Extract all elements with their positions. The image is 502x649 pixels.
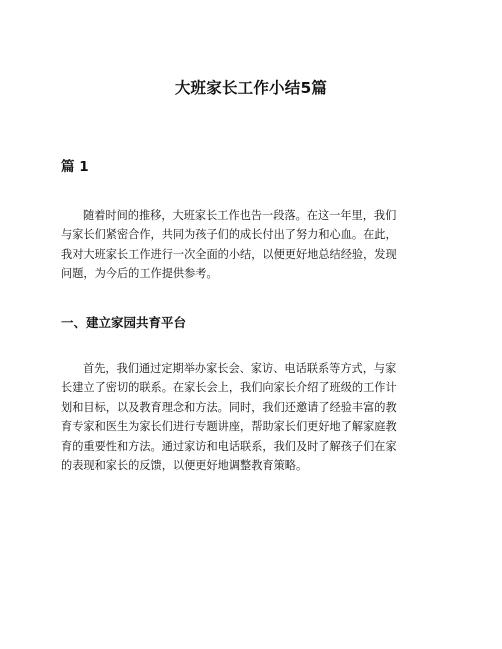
paragraph-platform — [61, 359, 444, 475]
paragraph-line: 首先，我们通过定期举办家长会、家访、电话联系等方式，与家 — [83, 362, 397, 375]
paragraph-line: 我对大班家长工作进行一次全面的小结，以便更好地总结经验，发现 — [61, 247, 397, 261]
paragraph-line: 长建立了密切的联系。在家长会上，我们向家长介绍了班级的工作计 — [61, 381, 397, 395]
section-heading: 篇 1 — [61, 159, 89, 175]
paragraph-line: 育专家和医生为家长们进行专题讲座，帮助家长们更好地了解家庭教 — [61, 420, 397, 434]
paragraph-intro — [61, 206, 444, 284]
paragraph-line: 划和目标，以及教育理念和方法。同时，我们还邀请了经验丰富的教 — [61, 400, 397, 414]
document-title: 大班家长工作小结5篇 — [174, 79, 328, 97]
subheading-platform: 一、建立家园共育平台 — [61, 315, 187, 330]
paragraph-line: 随着时间的推移，大班家长工作也告一段落。在这一年里，我们 — [83, 209, 397, 222]
paragraph-line: 的表现和家长的反馈，以便更好地调整教育策略。 — [61, 459, 308, 473]
paragraph-line: 问题，为今后的工作提供参考。 — [61, 267, 218, 281]
paragraph-line: 与家长们紧密合作，共同为孩子们的成长付出了努力和心血。在此， — [61, 228, 397, 242]
paragraph-line: 育的重要性和方法。通过家访和电话联系，我们及时了解孩子们在家 — [61, 439, 397, 453]
